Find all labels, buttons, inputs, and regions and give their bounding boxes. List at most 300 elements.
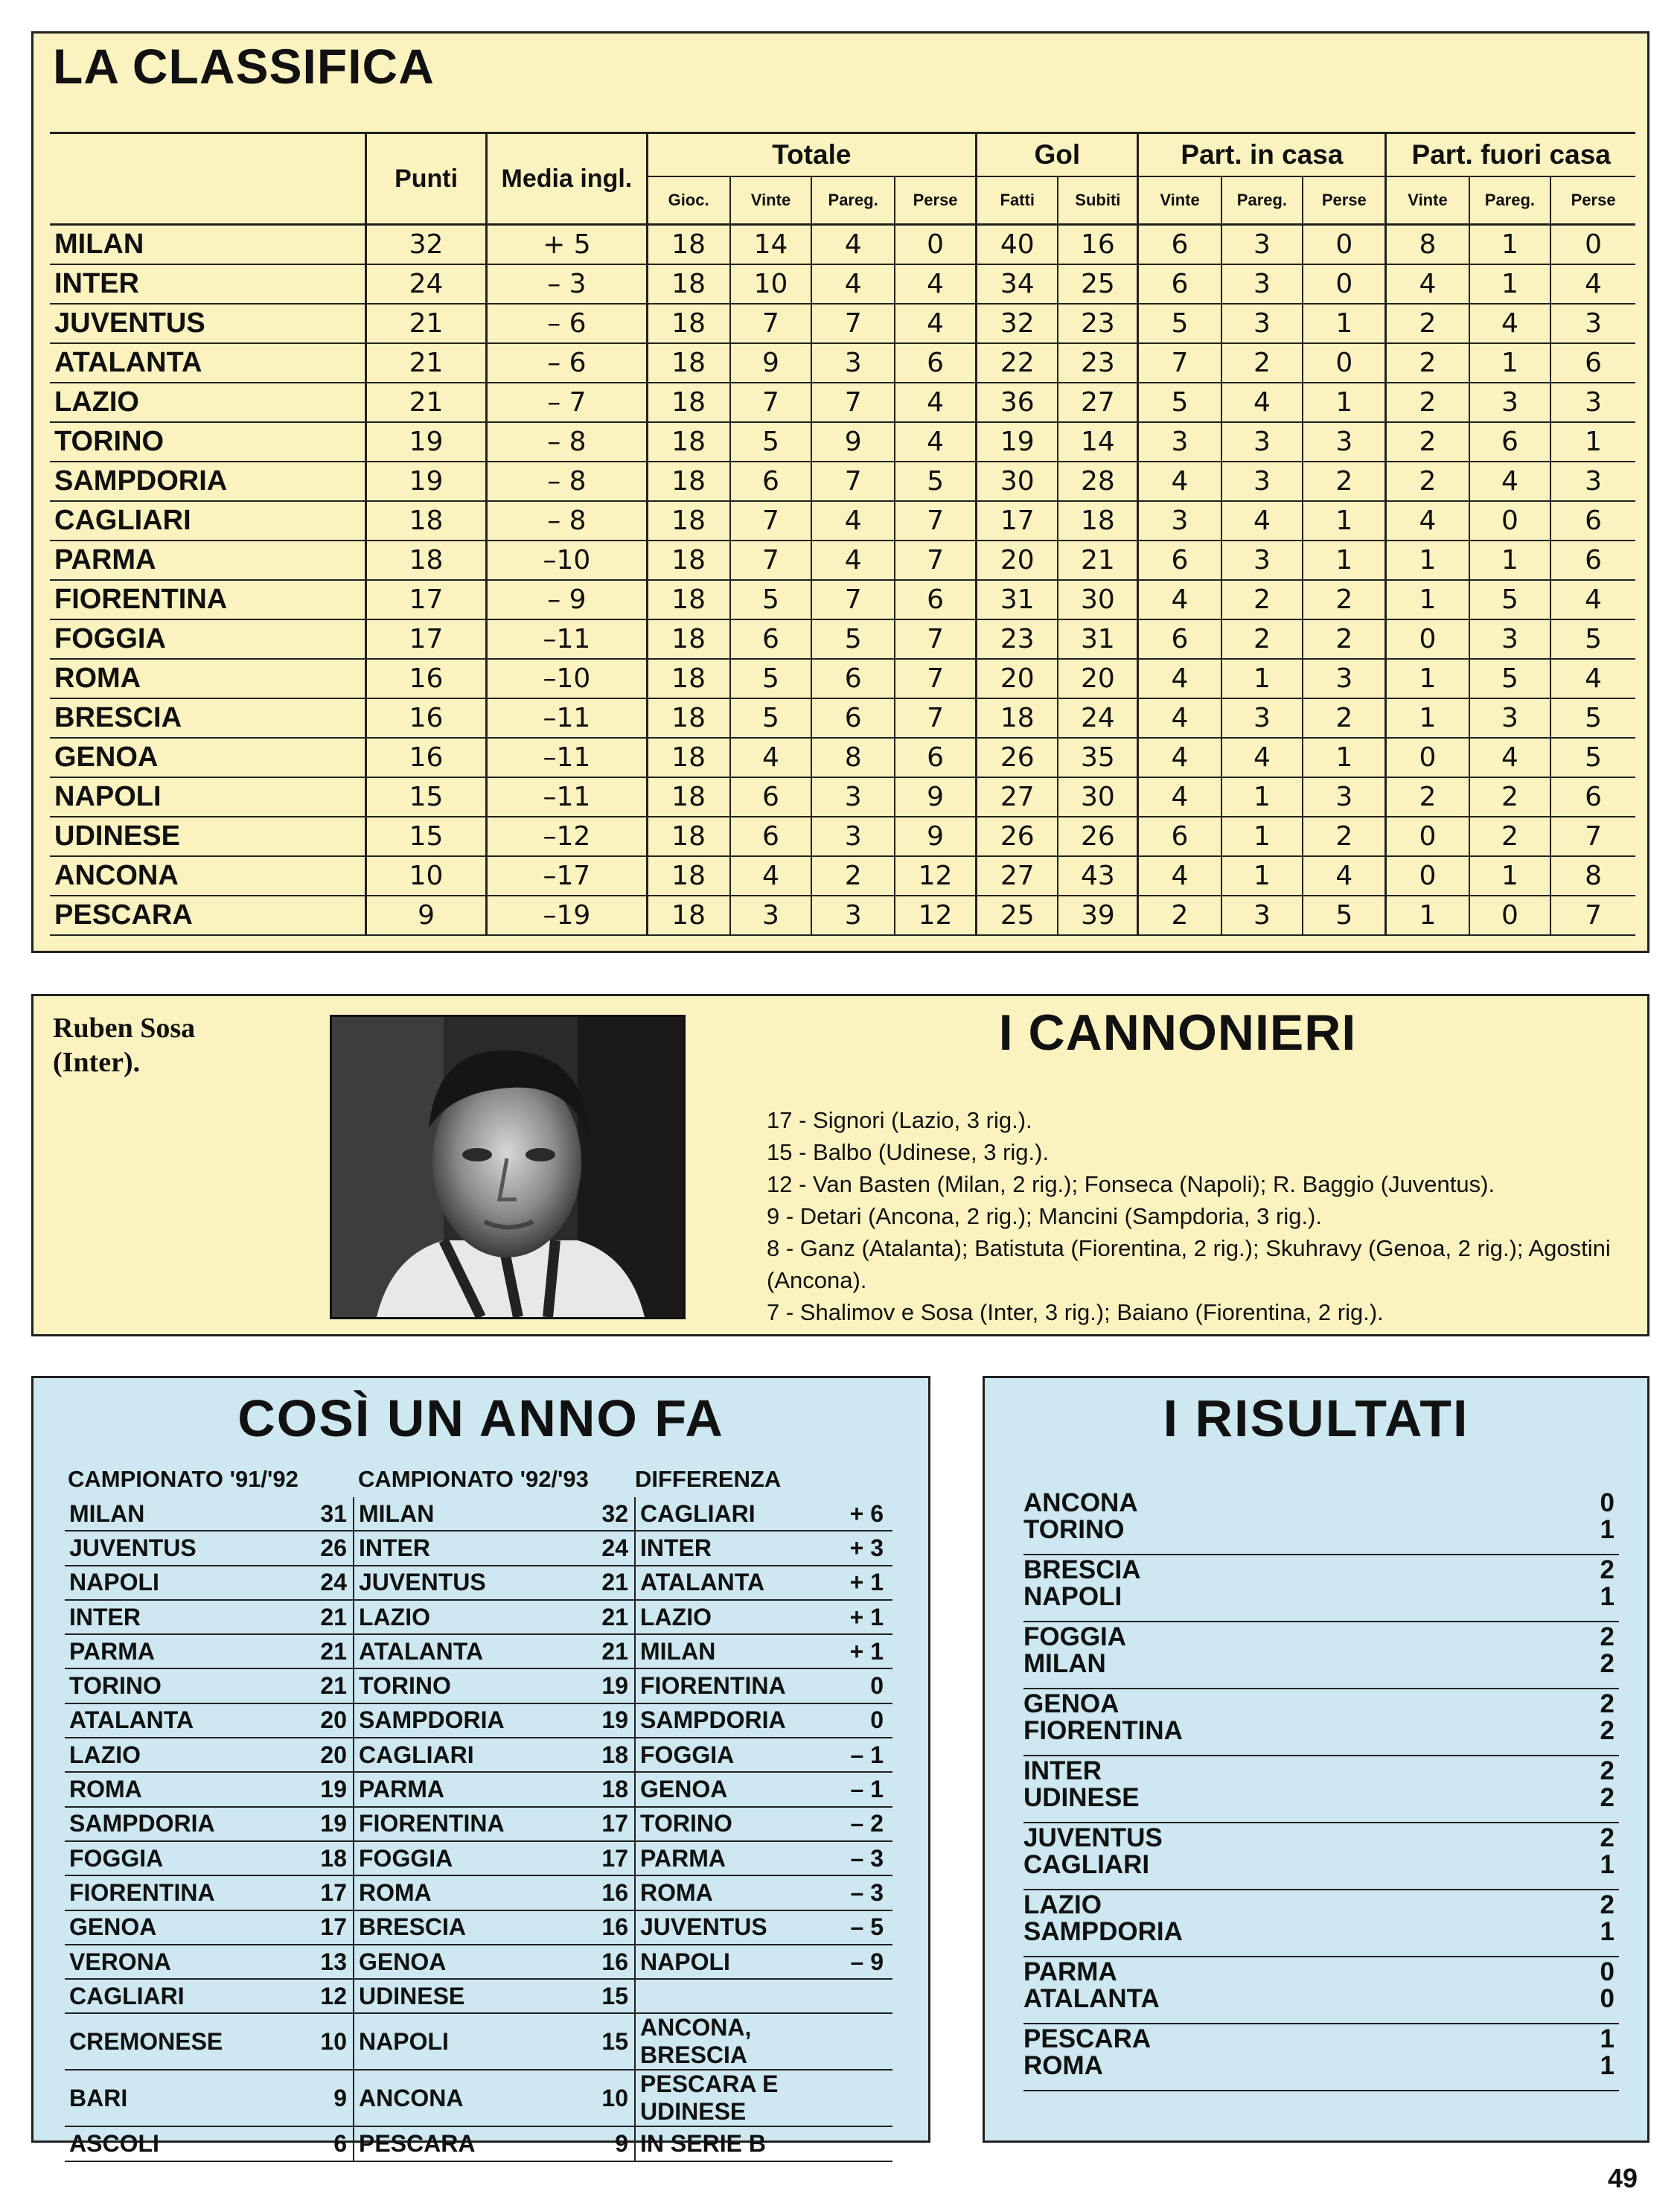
stat-cell: 3 [1221,264,1303,304]
subheader-cell: Fatti [977,176,1058,225]
stat-cell: 4 [1550,580,1635,619]
stat-cell: 4 [811,225,895,265]
stat-cell: 7 [895,619,977,659]
points-cell [828,2126,892,2161]
stat-cell: 7 [1550,817,1635,856]
team-name: SAMPDORIA [65,1807,285,1841]
home-score: 2 [1600,1555,1614,1584]
stat-cell: – 9 [487,580,647,619]
points-cell: 12 [285,1979,354,2013]
anno-fa-row [65,1875,892,1910]
stat-cell: 6 [1550,777,1635,817]
stat-cell: 17 [977,501,1058,541]
stat-cell: 5 [730,698,812,738]
stat-cell: 4 [1469,462,1551,501]
team-name: NAPOLI [50,777,365,817]
team-name: VERONA [65,1945,285,1979]
team-name: UDINESE [50,817,365,856]
stat-cell: 1 [1221,817,1303,856]
team-name: ASCOLI [65,2126,285,2161]
team-name: PESCARA E UDINESE [635,2070,828,2126]
team-name: BARI [65,2070,285,2126]
team-name: INTER [50,264,365,304]
risultati-panel [983,1376,1649,2143]
points-cell: 21 [569,1600,635,1634]
stat-cell: 18 [647,777,730,817]
stat-cell: 18 [1058,501,1138,541]
stat-cell: 34 [977,264,1058,304]
home-team: ANCONA [1023,1488,1138,1517]
team-name: PARMA [65,1634,285,1668]
stat-cell: 21 [1058,541,1138,580]
stat-cell: 5 [1550,698,1635,738]
stat-cell: 19 [365,462,486,501]
stat-cell: 3 [811,896,895,935]
stat-cell: 40 [977,225,1058,265]
subheader-cell: Perse [1550,176,1635,225]
stat-cell: 4 [1221,383,1303,422]
stat-cell: 19 [977,422,1058,462]
season-9293-header: CAMPIONATO '92/'93 [358,1466,589,1492]
stat-cell: 4 [1303,856,1386,896]
points-cell: 15 [569,1979,635,2013]
team-name: TORINO [50,422,365,462]
points-cell: 21 [285,1600,354,1634]
stat-cell: 3 [1303,659,1386,698]
stat-cell: 3 [1550,304,1635,343]
stat-cell: 25 [1058,264,1138,304]
stat-cell: 6 [730,777,812,817]
match-result [1023,1823,1619,1890]
stat-cell: –12 [487,817,647,856]
stat-cell: –11 [487,738,647,777]
stat-cell: 2 [811,856,895,896]
caption-line: (Inter). [53,1047,141,1078]
stat-cell: 7 [811,462,895,501]
stat-cell: 3 [811,817,895,856]
stat-cell: 3 [1303,777,1386,817]
stat-cell: 3 [730,896,812,935]
points-cell: 19 [569,1668,635,1703]
stat-cell: 6 [1138,541,1221,580]
stat-cell: 3 [1221,304,1303,343]
team-name: LAZIO [635,1600,828,1634]
subheader-cell: Perse [895,176,977,225]
stat-cell: 5 [1138,304,1221,343]
stat-cell: 6 [895,580,977,619]
team-name: MILAN [635,1634,828,1668]
standings-row [50,541,1635,580]
stat-cell: 6 [730,619,812,659]
points-cell: 26 [285,1531,354,1565]
stat-cell: 6 [1138,619,1221,659]
stat-cell: 18 [647,659,730,698]
stat-cell: 4 [1550,264,1635,304]
stat-cell: 30 [977,462,1058,501]
stat-cell: 5 [730,659,812,698]
caption-line: Ruben Sosa [53,1013,196,1044]
team-name: ATALANTA [635,1566,828,1600]
stat-cell: 4 [1386,501,1469,541]
stat-cell: 1 [1386,580,1469,619]
stat-cell: 9 [811,422,895,462]
team-name: FOGGIA [635,1738,828,1772]
points-cell: 18 [569,1738,635,1772]
stat-cell: 5 [1138,383,1221,422]
stat-cell: 5 [1469,659,1551,698]
stat-cell: 18 [647,619,730,659]
stat-cell: 5 [730,580,812,619]
team-name [635,1979,828,2013]
home-team: FOGGIA [1023,1622,1127,1651]
stat-cell: 24 [365,264,486,304]
away-score: 1 [1600,1850,1614,1879]
team-name: CAGLIARI [635,1497,828,1531]
stat-cell: 8 [1386,225,1469,265]
standings-row [50,501,1635,541]
stat-cell: 7 [895,698,977,738]
standings-row [50,580,1635,619]
stat-cell: 6 [730,817,812,856]
points-cell: 16 [569,1875,635,1910]
points-cell: + 3 [828,1531,892,1565]
stat-cell: 16 [365,698,486,738]
stat-cell: 5 [811,619,895,659]
stat-cell: 32 [977,304,1058,343]
points-cell: 16 [569,1945,635,1979]
home-score: 2 [1600,1890,1614,1919]
stat-cell: – 8 [487,501,647,541]
stat-cell: 0 [895,225,977,265]
away-score: 1 [1600,1515,1614,1544]
stat-cell: 10 [730,264,812,304]
stat-cell: 15 [365,817,486,856]
points-cell: 17 [285,1910,354,1945]
stat-cell: 1 [1386,659,1469,698]
points-cell: 9 [569,2126,635,2161]
totale-header: Totale [647,133,977,177]
team-name: INTER [354,1531,569,1565]
stat-cell: 6 [895,343,977,383]
stat-cell: 27 [1058,383,1138,422]
stat-cell: 1 [1221,777,1303,817]
stat-cell: 7 [895,541,977,580]
team-name: ROMA [65,1772,285,1806]
stat-cell: 18 [647,462,730,501]
stat-cell: 1 [1386,896,1469,935]
team-name: ROMA [635,1875,828,1910]
team-name: FIORENTINA [354,1807,569,1841]
player-portrait-image [332,1017,683,1317]
stat-cell: 31 [1058,619,1138,659]
stat-cell: 36 [977,383,1058,422]
standings-table [50,132,1635,936]
points-cell [828,2070,892,2126]
standings-row [50,777,1635,817]
home-score: 0 [1600,1957,1614,1986]
team-name: FOGGIA [50,619,365,659]
stat-cell: 6 [1550,343,1635,383]
standings-row [50,264,1635,304]
stat-cell: 3 [811,777,895,817]
cannonieri-panel [31,994,1649,1336]
team-name: SAMPDORIA [50,462,365,501]
points-cell: 18 [569,1772,635,1806]
anno-fa-row [65,1772,892,1806]
team-name: LAZIO [354,1600,569,1634]
stat-cell: 2 [1386,343,1469,383]
home-team: PARMA [1023,1957,1117,1986]
stat-cell: 2 [1386,462,1469,501]
team-name: CAGLIARI [65,1979,285,2013]
team-name: ATALANTA [65,1703,285,1738]
team-name: BRESCIA [354,1910,569,1945]
stat-cell: 3 [811,343,895,383]
stat-cell: 30 [1058,580,1138,619]
points-cell: 24 [285,1566,354,1600]
standings-row [50,383,1635,422]
stat-cell: 6 [730,462,812,501]
points-cell: 0 [828,1668,892,1703]
stat-cell: 18 [647,343,730,383]
stat-cell: 1 [1386,541,1469,580]
stat-cell: 15 [365,777,486,817]
stat-cell: 7 [1138,343,1221,383]
stat-cell: 7 [811,304,895,343]
team-name: TORINO [65,1668,285,1703]
team-name: FIORENTINA [635,1668,828,1703]
away-team: ATALANTA [1023,1984,1160,2013]
match-result [1023,1689,1619,1756]
stat-cell: 24 [1058,698,1138,738]
stat-cell: 3 [1221,422,1303,462]
team-name: NAPOLI [354,2013,569,2070]
stat-cell: 18 [365,541,486,580]
stat-cell: 4 [895,264,977,304]
photo-caption [53,1011,195,1080]
stat-cell: 18 [647,698,730,738]
stat-cell: 1 [1303,304,1386,343]
stat-cell: 3 [1221,698,1303,738]
stat-cell: 4 [1386,264,1469,304]
points-cell: 18 [285,1841,354,1875]
team-name: PESCARA [354,2126,569,2161]
stat-cell: 3 [1138,422,1221,462]
away-score: 2 [1600,1649,1614,1678]
stat-cell: 18 [647,738,730,777]
stat-cell: 18 [647,264,730,304]
away-team: UDINESE [1023,1783,1140,1812]
subheader-cell: Pareg. [811,176,895,225]
stat-cell: 9 [730,343,812,383]
stat-cell: 6 [1138,225,1221,265]
stat-cell: – 7 [487,383,647,422]
stat-cell: 22 [977,343,1058,383]
stat-cell: 19 [365,422,486,462]
points-cell: 19 [285,1772,354,1806]
stat-cell: 20 [1058,659,1138,698]
away-score: 2 [1600,1783,1614,1812]
stat-cell: 0 [1550,225,1635,265]
points-cell: 6 [285,2126,354,2161]
stat-cell: 2 [1386,304,1469,343]
points-cell: – 2 [828,1807,892,1841]
page-number: 49 [1608,2163,1638,2193]
stat-cell: 2 [1221,580,1303,619]
stat-cell: 3 [1221,896,1303,935]
stat-cell: 1 [1386,698,1469,738]
stat-cell: 21 [365,304,486,343]
points-cell: 21 [285,1668,354,1703]
stat-cell: 7 [730,304,812,343]
subheader-cell: Vinte [1138,176,1221,225]
stat-cell: 18 [647,856,730,896]
stat-cell: 20 [977,541,1058,580]
stat-cell: 10 [365,856,486,896]
standings-row [50,856,1635,896]
points-cell: – 1 [828,1772,892,1806]
subheader-cell: Vinte [730,176,812,225]
stat-cell: –11 [487,777,647,817]
stat-cell: –19 [487,896,647,935]
points-cell: 19 [285,1807,354,1841]
gol-header: Gol [977,133,1138,177]
stat-cell: – 6 [487,304,647,343]
team-name: PARMA [354,1772,569,1806]
points-cell: 17 [285,1875,354,1910]
home-team: INTER [1023,1756,1102,1785]
stat-cell: 6 [1138,264,1221,304]
stat-cell: 0 [1303,343,1386,383]
stat-cell: 1 [1221,659,1303,698]
standings-row [50,698,1635,738]
team-name: MILAN [50,225,365,265]
stat-cell: 6 [1550,501,1635,541]
scorer-line: 12 - Van Basten (Milan, 2 rig.); Fonseca (Napoli); R. Baggio (Juventus). [767,1171,1495,1197]
stat-cell: 12 [895,896,977,935]
stat-cell: 7 [811,580,895,619]
points-cell: – 3 [828,1875,892,1910]
points-cell: 13 [285,1945,354,1979]
stat-cell: 7 [730,501,812,541]
standings-row [50,422,1635,462]
stat-cell: 6 [1469,422,1551,462]
away-score: 0 [1600,1984,1614,2013]
team-name: ANCONA [354,2070,569,2126]
stat-cell: 5 [1469,580,1551,619]
match-result [1023,2024,1619,2091]
stat-cell: 21 [365,343,486,383]
anno-fa-row [65,2013,892,2070]
subheader-cell: Perse [1303,176,1386,225]
stat-cell: 1 [1303,383,1386,422]
team-name: INTER [65,1600,285,1634]
stat-cell: 1 [1469,541,1551,580]
stat-cell: 1 [1303,738,1386,777]
stat-cell: 4 [730,856,812,896]
points-cell: 21 [285,1634,354,1668]
stat-cell: 0 [1386,817,1469,856]
stat-cell: – 3 [487,264,647,304]
team-name: LAZIO [65,1738,285,1772]
stat-cell: 16 [1058,225,1138,265]
stat-cell: 4 [811,501,895,541]
stat-cell: 14 [730,225,812,265]
away-team: TORINO [1023,1515,1125,1544]
stat-cell: 8 [811,738,895,777]
anno-fa-row [65,1566,892,1600]
stat-cell: 4 [1138,777,1221,817]
points-cell: – 9 [828,1945,892,1979]
team-name: CREMONESE [65,2013,285,2070]
stat-cell: 4 [895,422,977,462]
points-cell: 19 [569,1703,635,1738]
stat-cell: 2 [1303,580,1386,619]
stat-cell: 2 [1386,422,1469,462]
stat-cell: 0 [1386,738,1469,777]
away-team: NAPOLI [1023,1582,1122,1611]
away-score: 1 [1600,2051,1614,2080]
stat-cell: 5 [1303,896,1386,935]
team-name: JUVENTUS [65,1531,285,1565]
stat-cell: 35 [1058,738,1138,777]
team-name: MILAN [65,1497,285,1531]
match-result [1023,1890,1619,1957]
stat-cell: 18 [647,501,730,541]
stat-cell: –11 [487,698,647,738]
team-name: PESCARA [50,896,365,935]
differenza-header: DIFFERENZA [635,1466,782,1492]
away-team: ROMA [1023,2051,1103,2080]
anno-fa-row [65,1841,892,1875]
team-name: ROMA [354,1875,569,1910]
standings-row [50,619,1635,659]
stat-cell: 1 [1469,225,1551,265]
stat-cell: 18 [647,383,730,422]
stat-cell: 18 [977,698,1058,738]
team-name: TORINO [635,1807,828,1841]
match-result [1023,1756,1619,1823]
stat-cell: 3 [1469,383,1551,422]
stat-cell: 12 [895,856,977,896]
stat-cell: 2 [1469,817,1551,856]
stat-cell: 4 [730,738,812,777]
points-cell: 16 [569,1910,635,1945]
stat-cell: 1 [1469,343,1551,383]
points-cell: 10 [569,2070,635,2126]
anno-fa-row [65,2070,892,2126]
team-name: IN SERIE B [635,2126,828,2161]
stat-cell: 6 [1138,817,1221,856]
stat-cell: 9 [895,777,977,817]
points-cell: 15 [569,2013,635,2070]
points-cell: 17 [569,1841,635,1875]
stat-cell: 18 [647,541,730,580]
stat-cell: 0 [1303,225,1386,265]
stat-cell: 0 [1386,619,1469,659]
points-cell: – 3 [828,1841,892,1875]
stat-cell: 25 [977,896,1058,935]
stat-cell: 27 [977,856,1058,896]
scorer-line: 7 - Shalimov e Sosa (Inter, 3 rig.); Baiano (Fiorentina, 2 rig.). [767,1299,1384,1325]
subheader-cell: Pareg. [1221,176,1303,225]
home-team: JUVENTUS [1023,1823,1163,1852]
stat-cell: 26 [1058,817,1138,856]
stat-cell: – 8 [487,422,647,462]
standings-row [50,896,1635,935]
stat-cell: 2 [1469,777,1551,817]
team-name: SAMPDORIA [354,1703,569,1738]
